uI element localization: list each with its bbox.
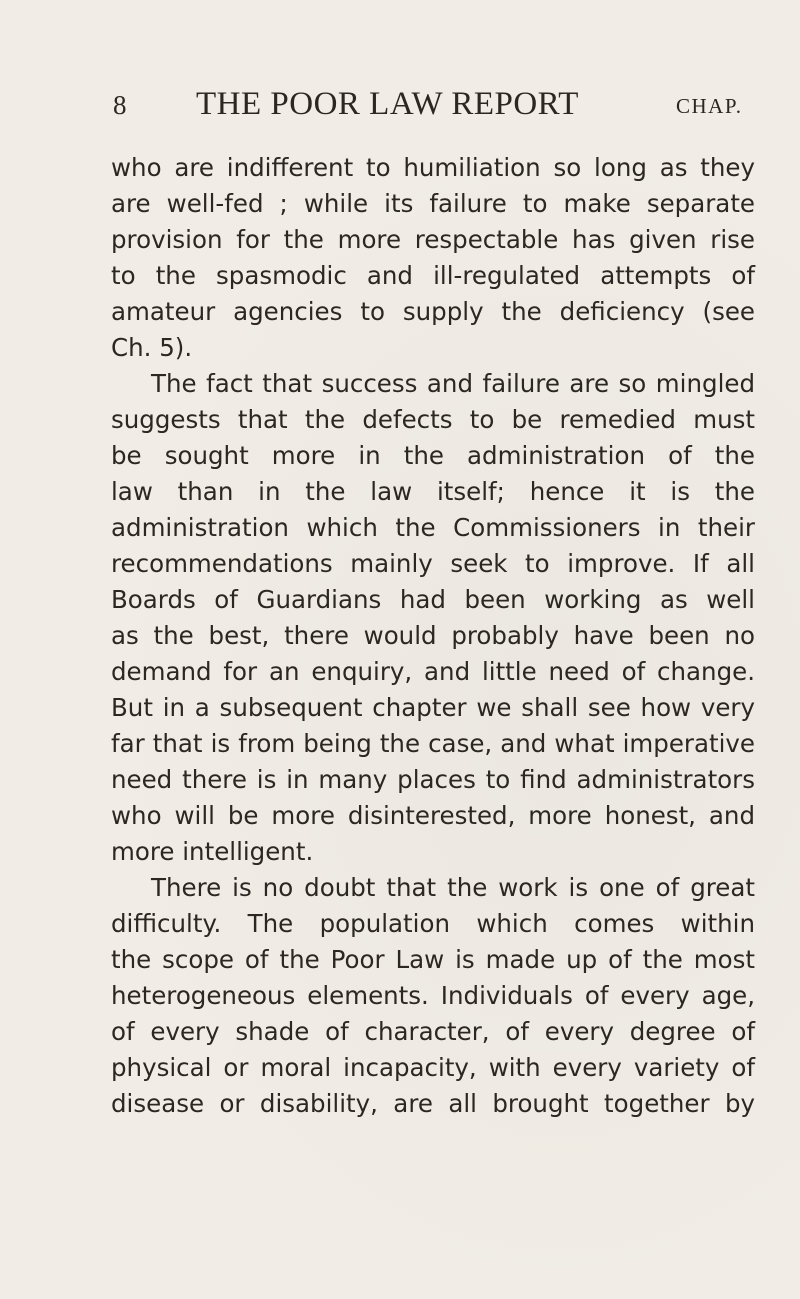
text-line: There is no doubt that the work is one of great (151, 873, 755, 902)
text-line: to the spasmodic and ill-regulated attempts of (111, 261, 755, 290)
text-line: But in a subsequent chapter we shall see how very (111, 693, 755, 722)
text-line: need there is in many places to find administrators (111, 765, 755, 794)
text-line: suggests that the defects to be remedied must (111, 405, 755, 434)
running-header (0, 86, 800, 126)
text-line: heterogeneous elements. Individuals of every age, (111, 981, 755, 1010)
text-line: who are indifferent to humiliation so long as they (111, 153, 755, 182)
text-line: difficulty. The population which comes within (111, 909, 755, 938)
text-line: The fact that success and failure are so mingled (151, 369, 755, 398)
text-line: amateur agencies to supply the deficiency (see (111, 297, 755, 326)
text-line: provision for the more respectable has given rise (111, 225, 755, 254)
text-line: demand for an enquiry, and little need of change. (111, 657, 755, 686)
text-line: physical or moral incapacity, with every variety of (111, 1053, 755, 1082)
text-line: of every shade of character, of every degree of (111, 1017, 755, 1046)
text-line: far that is from being the case, and what imperative (111, 729, 755, 758)
text-line: law than in the law itself; hence it is the (111, 477, 755, 506)
text-line: more intelligent. (111, 837, 314, 866)
text-line: are well-fed ; while its failure to make separate (111, 189, 755, 218)
text-line: as the best, there would probably have been no (111, 621, 755, 650)
text-line: Ch. 5). (111, 333, 193, 362)
text-line: recommendations mainly seek to improve. If all (111, 549, 755, 578)
text-line: disease or disability, are all brought together by (111, 1089, 755, 1118)
running-title: THE POOR LAW REPORT (196, 86, 579, 122)
text-line: administration which the Commissioners in their (111, 513, 755, 542)
chapter-abbreviation: CHAP. (676, 94, 743, 118)
text-line: Boards of Guardians had been working as well (111, 585, 755, 614)
body-text (111, 150, 755, 1122)
text-line: be sought more in the administration of the (111, 441, 755, 470)
text-line: who will be more disinterested, more honest, and (111, 801, 755, 830)
text-line: the scope of the Poor Law is made up of the most (111, 945, 755, 974)
page-number: 8 (113, 90, 127, 120)
